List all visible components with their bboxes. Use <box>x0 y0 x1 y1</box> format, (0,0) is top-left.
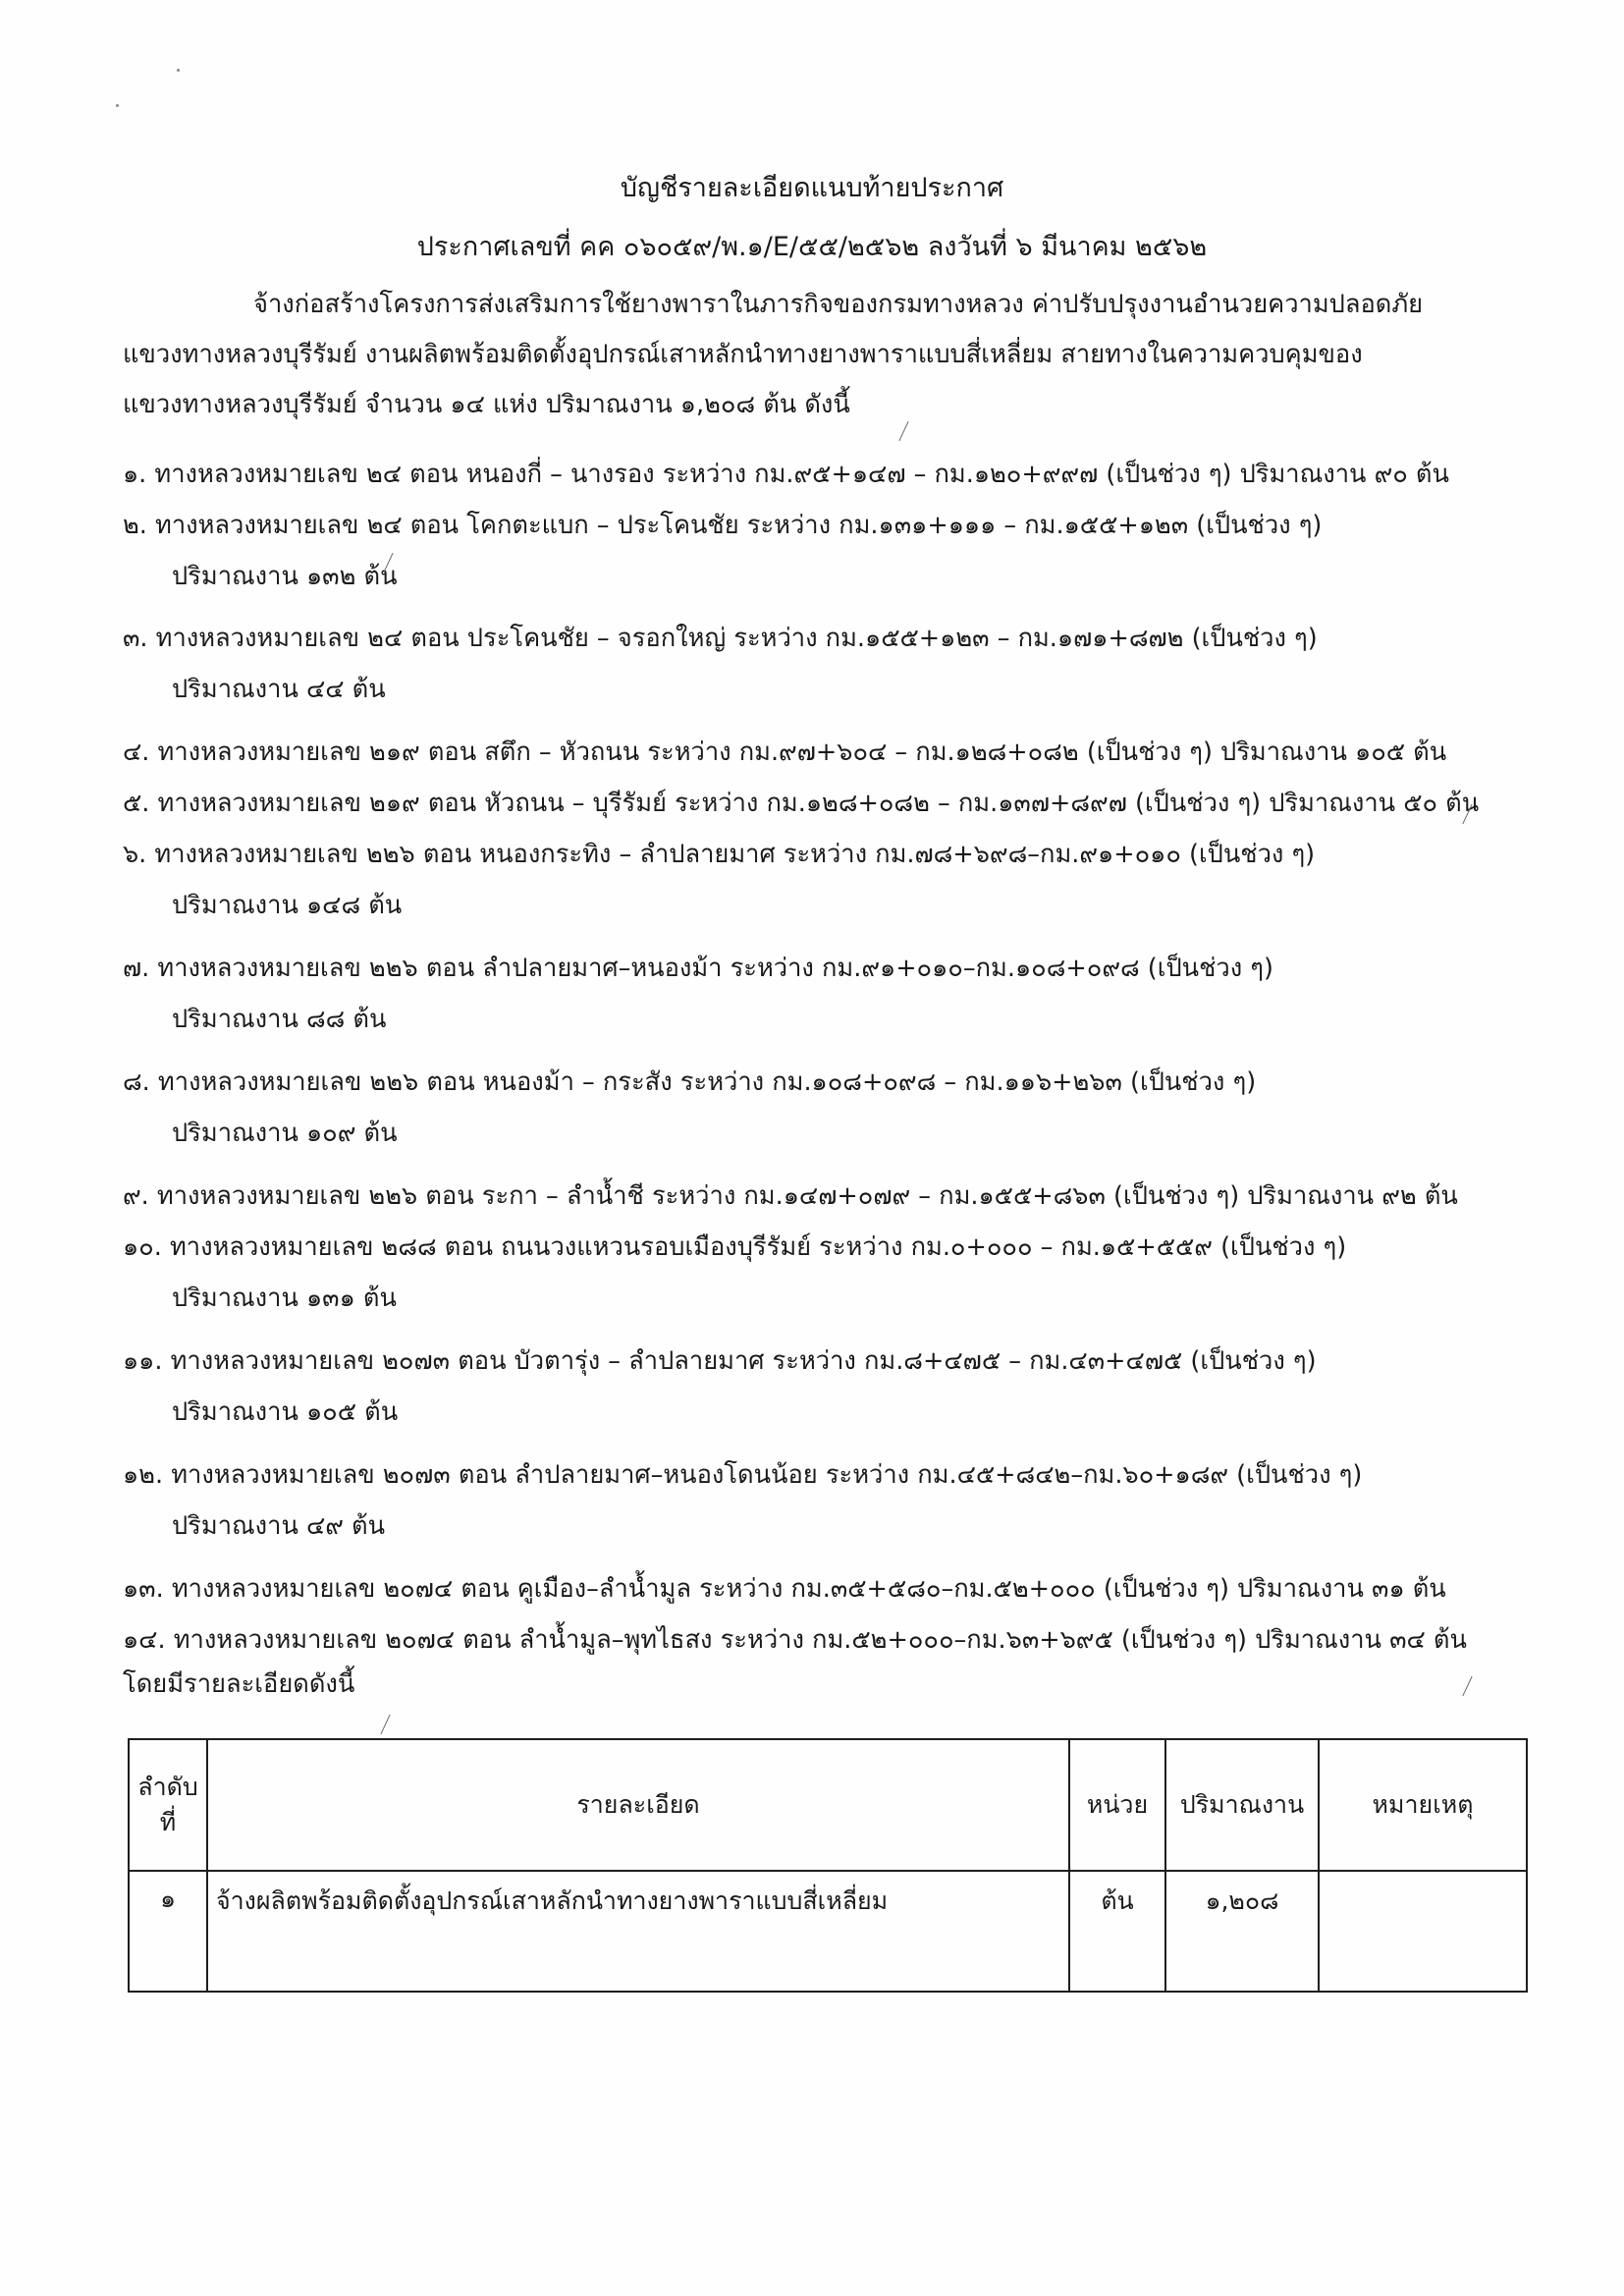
header-unit: หน่วย <box>1069 1739 1165 1871</box>
route-item-5: ๕. ทางหลวงหมายเลข ๒๑๙ ตอน หัวถนน – บุรีรัมย์ ระหว่าง กม.๑๒๘+๐๘๒ – กม.๑๓๗+๘๙๗ (เป็นช่วง ๆ) ปริมาณงาน ๕๐ ต้น <box>123 789 1480 818</box>
scan-speck <box>116 104 119 107</box>
cell-quantity: ๑,๒๐๘ <box>1165 1871 1319 1992</box>
route-item-9: ๙. ทางหลวงหมายเลข ๒๒๖ ตอน ระกา – ลำน้ำชี ระหว่าง กม.๑๔๗+๐๗๙ – กม.๑๕๕+๘๖๓ (เป็นช่วง ๆ) ปริมาณงาน ๙๒ ต้น <box>123 1181 1458 1211</box>
route-item-6: ๖. ทางหลวงหมายเลข ๒๒๖ ตอน หนองกระทิง – ลำปลายมาศ ระหว่าง กม.๗๘+๖๙๘–กม.๙๑+๐๑๐ (เป็นช่วง ๆ) <box>123 840 1316 869</box>
table-row <box>129 1871 1527 1992</box>
route-item-14: ๑๔. ทางหลวงหมายเลข ๒๐๗๔ ตอน ลำน้ำมูล–พุทไธสง ระหว่าง กม.๕๒+๐๐๐–กม.๖๓+๖๙๕ (เป็นช่วง ๆ) ปริมาณงาน ๓๔ ต้น <box>123 1625 1467 1655</box>
closing-line: โดยมีรายละเอียดดังนี้ <box>123 1669 355 1699</box>
route-item-3-quantity: ปริมาณงาน ๔๔ ต้น <box>172 675 386 704</box>
intro-line-2: แขวงทางหลวงบุรีรัมย์ งานผลิตพร้อมติดตั้งอุปกรณ์เสาหลักนำทางยางพาราแบบสี่เหลี่ยม สายทางในความควบคุมของ <box>123 340 1363 369</box>
pen-mark <box>1462 1676 1472 1696</box>
route-item-7: ๗. ทางหลวงหมายเลข ๒๒๖ ตอน ลำปลายมาศ–หนองม้า ระหว่าง กม.๙๑+๐๑๐–กม.๑๐๘+๐๙๘ (เป็นช่วง ๆ) <box>123 954 1273 983</box>
route-item-10-quantity: ปริมาณงาน ๑๓๑ ต้น <box>172 1284 397 1313</box>
header-description: รายละเอียด <box>207 1739 1069 1871</box>
table-header-row <box>129 1739 1527 1871</box>
cell-description: จ้างผลิตพร้อมติดตั้งอุปกรณ์เสาหลักนำทางยางพาราแบบสี่เหลี่ยม <box>207 1871 1069 1992</box>
route-item-4: ๔. ทางหลวงหมายเลข ๒๑๙ ตอน สตึก – หัวถนน ระหว่าง กม.๙๗+๖๐๔ – กม.๑๒๘+๐๘๒ (เป็นช่วง ๆ) ปริมาณงาน ๑๐๕ ต้น <box>123 738 1447 767</box>
intro-line-1: จ้างก่อสร้างโครงการส่งเสริมการใช้ยางพาราในภารกิจของกรมทางหลวง ค่าปรับปรุงงานอำนวยความปลอดภัย <box>253 290 1424 319</box>
route-item-8: ๘. ทางหลวงหมายเลข ๒๒๖ ตอน หนองม้า – กระสัง ระหว่าง กม.๑๐๘+๐๙๘ – กม.๑๑๖+๒๖๓ (เป็นช่วง ๆ) <box>123 1067 1257 1097</box>
scan-speck <box>177 69 180 72</box>
route-item-6-quantity: ปริมาณงาน ๑๔๘ ต้น <box>172 891 403 920</box>
header-sequence-line1: ลำดับ <box>137 1773 198 1801</box>
header-remark: หมายเหตุ <box>1319 1739 1527 1871</box>
header-sequence-line2: ที่ <box>159 1808 177 1836</box>
route-item-2: ๒. ทางหลวงหมายเลข ๒๔ ตอน โคกตะแบก – ประโคนชัย ระหว่าง กม.๑๓๑+๑๑๑ – กม.๑๕๕+๑๒๓ (เป็นช่วง ๆ) <box>123 511 1323 540</box>
detail-table <box>128 1738 1528 1993</box>
cell-unit: ต้น <box>1069 1871 1165 1992</box>
pen-mark <box>380 1715 390 1734</box>
cell-remark <box>1319 1871 1527 1992</box>
cell-sequence: ๑ <box>129 1871 207 1992</box>
header-sequence <box>129 1739 207 1871</box>
route-item-13: ๑๓. ทางหลวงหมายเลข ๒๐๗๔ ตอน คูเมือง–ลำน้ำมูล ระหว่าง กม.๓๕+๕๘๐–กม.๕๒+๐๐๐ (เป็นช่วง ๆ) ปริมาณงาน ๓๑ ต้น <box>123 1574 1446 1604</box>
pen-mark <box>898 421 908 441</box>
intro-line-3: แขวงทางหลวงบุรีรัมย์ จำนวน ๑๔ แห่ง ปริมาณงาน ๑,๒๐๘ ต้น ดังนี้ <box>123 390 850 419</box>
route-item-8-quantity: ปริมาณงาน ๑๐๙ ต้น <box>172 1119 398 1148</box>
route-item-12: ๑๒. ทางหลวงหมายเลข ๒๐๗๓ ตอน ลำปลายมาศ–หนองโดนน้อย ระหว่าง กม.๔๕+๘๔๒–กม.๖๐+๑๘๙ (เป็นช่วง ๆ) <box>123 1460 1363 1490</box>
route-item-1: ๑. ทางหลวงหมายเลข ๒๔ ตอน หนองกี่ – นางรอง ระหว่าง กม.๙๕+๑๔๗ – กม.๑๒๐+๙๙๗ (เป็นช่วง ๆ) ปริมาณงาน ๙๐ ต้น <box>123 460 1449 489</box>
route-item-12-quantity: ปริมาณงาน ๔๙ ต้น <box>172 1511 386 1541</box>
route-item-10: ๑๐. ทางหลวงหมายเลข ๒๘๘ ตอน ถนนวงแหวนรอบเมืองบุรีรัมย์ ระหว่าง กม.๐+๐๐๐ – กม.๑๕+๕๕๙ (เป็นช่วง ๆ) <box>123 1232 1347 1262</box>
document-title: บัญชีรายละเอียดแนบท้ายประกาศ <box>620 173 1004 203</box>
route-item-11-quantity: ปริมาณงาน ๑๐๕ ต้น <box>172 1397 399 1427</box>
route-item-3: ๓. ทางหลวงหมายเลข ๒๔ ตอน ประโคนชัย – จรอกใหญ่ ระหว่าง กม.๑๕๕+๑๒๓ – กม.๑๗๑+๘๗๒ (เป็นช่วง ๆ) <box>123 624 1318 653</box>
route-item-11: ๑๑. ทางหลวงหมายเลข ๒๐๗๓ ตอน บัวตารุ่ง – ลำปลายมาศ ระหว่าง กม.๘+๔๗๕ – กม.๔๓+๔๗๕ (เป็นช่วง ๆ) <box>123 1346 1317 1376</box>
announcement-number: ประกาศเลขที่ คค ๐๖๐๕๙/พ.๑/E/๕๕/๒๕๖๒ ลงวันที่ ๖ มีนาคม ๒๕๖๒ <box>416 232 1208 262</box>
route-item-7-quantity: ปริมาณงาน ๘๘ ต้น <box>172 1005 387 1034</box>
route-item-2-quantity: ปริมาณงาน ๑๓๒ ต้น <box>172 562 398 591</box>
header-quantity: ปริมาณงาน <box>1165 1739 1319 1871</box>
